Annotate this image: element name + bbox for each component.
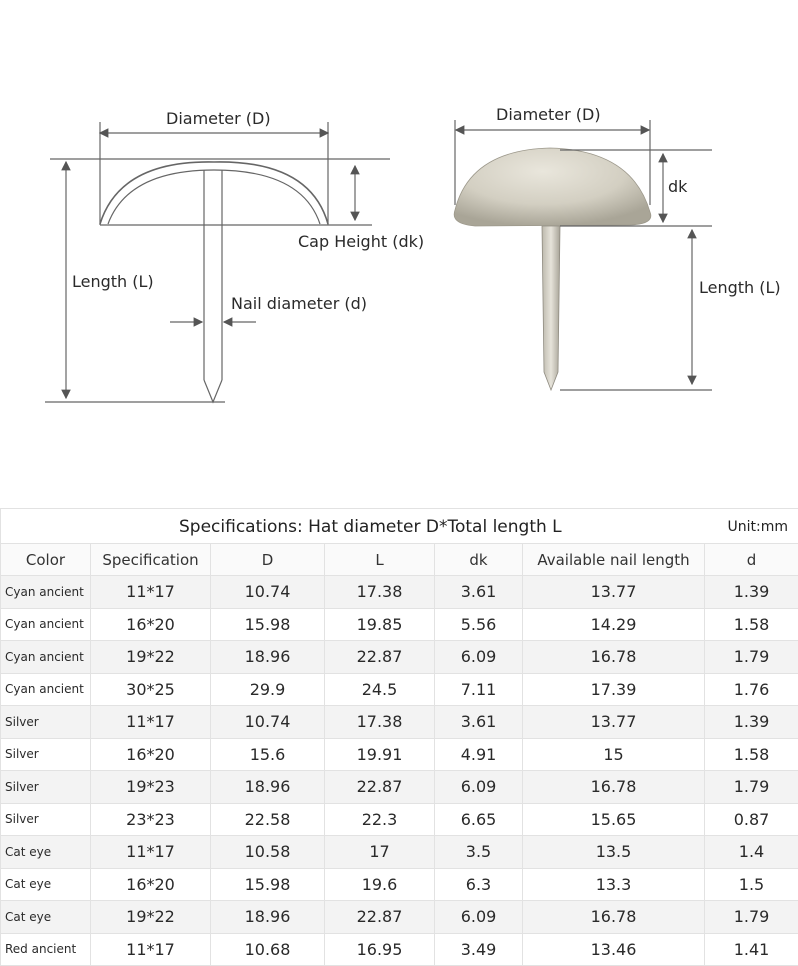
table-cell: 14.29: [523, 608, 705, 641]
table-cell: 17.38: [325, 706, 435, 739]
table-cell: 6.3: [435, 868, 523, 901]
table-cell: 13.3: [523, 868, 705, 901]
table-cell: 13.5: [523, 836, 705, 869]
left-diameter-label: Diameter (D): [166, 109, 271, 128]
table-cell: 17: [325, 836, 435, 869]
table-cell: 4.91: [435, 738, 523, 771]
table-body: [1, 576, 798, 966]
table-row: [1, 673, 798, 706]
table-cell: 19.85: [325, 608, 435, 641]
table-cell: 1.5: [705, 868, 798, 901]
table-cell: 11*17: [91, 836, 211, 869]
table-cell: 10.68: [211, 933, 325, 966]
table-cell: 11*17: [91, 933, 211, 966]
specification-table: [0, 508, 798, 966]
right-length-label: Length (L): [699, 278, 781, 297]
column-header: D: [211, 544, 325, 576]
table-cell: 15.98: [211, 868, 325, 901]
right-diameter-label: Diameter (D): [496, 105, 601, 124]
table-row: [1, 771, 798, 804]
unit-label: Unit:mm: [728, 519, 789, 535]
dk-label: dk: [668, 177, 688, 196]
color-cell: Cyan ancient: [1, 673, 91, 706]
table-cell: 3.49: [435, 933, 523, 966]
table-cell: 3.61: [435, 576, 523, 609]
table-cell: 22.58: [211, 803, 325, 836]
table-cell: 19.6: [325, 868, 435, 901]
table-cell: 15.65: [523, 803, 705, 836]
color-cell: Cat eye: [1, 868, 91, 901]
table-row: [1, 576, 798, 609]
column-header: Specification: [91, 544, 211, 576]
table-cell: 29.9: [211, 673, 325, 706]
table-cell: 19*23: [91, 771, 211, 804]
schematic-drawing: [45, 122, 390, 402]
table-cell: 16.78: [523, 901, 705, 934]
table-cell: 19.91: [325, 738, 435, 771]
table-cell: 13.46: [523, 933, 705, 966]
table-cell: 16.95: [325, 933, 435, 966]
table-cell: 15.6: [211, 738, 325, 771]
table-cell: 6.09: [435, 901, 523, 934]
color-cell: Cat eye: [1, 836, 91, 869]
table-row: [1, 608, 798, 641]
color-cell: Silver: [1, 771, 91, 804]
table-header-row: [1, 544, 798, 576]
table-cell: 1.58: [705, 738, 798, 771]
cap-height-label: Cap Height (dk): [298, 232, 424, 251]
color-cell: Cat eye: [1, 901, 91, 934]
table-cell: 22.87: [325, 901, 435, 934]
table-cell: 13.77: [523, 706, 705, 739]
left-length-label: Length (L): [72, 272, 154, 291]
table-cell: 7.11: [435, 673, 523, 706]
color-cell: Silver: [1, 803, 91, 836]
column-header: L: [325, 544, 435, 576]
table-cell: 19*22: [91, 641, 211, 674]
table-cell: 24.5: [325, 673, 435, 706]
table-cell: 1.58: [705, 608, 798, 641]
table-title: Specifications: Hat diameter D*Total length L: [179, 517, 562, 537]
table-cell: 16*20: [91, 738, 211, 771]
color-cell: Red ancient: [1, 933, 91, 966]
table-cell: 1.79: [705, 901, 798, 934]
table-cell: 16.78: [523, 641, 705, 674]
color-cell: Cyan ancient: [1, 576, 91, 609]
table-cell: 5.56: [435, 608, 523, 641]
table-cell: 13.77: [523, 576, 705, 609]
table-cell: 22.87: [325, 641, 435, 674]
table-cell: 18.96: [211, 901, 325, 934]
table-cell: 3.5: [435, 836, 523, 869]
table-cell: 10.74: [211, 706, 325, 739]
table-cell: 18.96: [211, 641, 325, 674]
color-cell: Silver: [1, 738, 91, 771]
table-cell: 1.41: [705, 933, 798, 966]
column-header: d: [705, 544, 798, 576]
table-cell: 1.79: [705, 771, 798, 804]
table-cell: 11*17: [91, 576, 211, 609]
table-cell: 10.74: [211, 576, 325, 609]
table-cell: 11*17: [91, 706, 211, 739]
table-cell: 0.87: [705, 803, 798, 836]
table-cell: 1.4: [705, 836, 798, 869]
table-cell: 6.09: [435, 641, 523, 674]
table-row: [1, 738, 798, 771]
table-row: [1, 803, 798, 836]
color-cell: Cyan ancient: [1, 608, 91, 641]
table-cell: 6.09: [435, 771, 523, 804]
color-cell: Silver: [1, 706, 91, 739]
table-cell: 15: [523, 738, 705, 771]
column-header: Color: [1, 544, 91, 576]
table-cell: 1.39: [705, 706, 798, 739]
table-cell: 30*25: [91, 673, 211, 706]
table-cell: 1.76: [705, 673, 798, 706]
table-cell: 18.96: [211, 771, 325, 804]
column-header: Available nail length: [523, 544, 705, 576]
table-cell: 16*20: [91, 608, 211, 641]
table-cell: 23*23: [91, 803, 211, 836]
table-row: [1, 641, 798, 674]
table-cell: 16*20: [91, 868, 211, 901]
table-cell: 6.65: [435, 803, 523, 836]
table-row: [1, 901, 798, 934]
table-cell: 22.87: [325, 771, 435, 804]
nail-diameter-label: Nail diameter (d): [231, 294, 367, 313]
table-cell: 15.98: [211, 608, 325, 641]
table-row: [1, 868, 798, 901]
table-cell: 17.39: [523, 673, 705, 706]
table-cell: 16.78: [523, 771, 705, 804]
table-cell: 1.79: [705, 641, 798, 674]
table-row: [1, 836, 798, 869]
table-row: [1, 706, 798, 739]
column-header: dk: [435, 544, 523, 576]
table-caption: [1, 509, 798, 544]
table-cell: 10.58: [211, 836, 325, 869]
table-cell: 1.39: [705, 576, 798, 609]
table-cell: 3.61: [435, 706, 523, 739]
table-cell: 22.3: [325, 803, 435, 836]
nail-illustration: [454, 148, 651, 390]
color-cell: Cyan ancient: [1, 641, 91, 674]
table-cell: 17.38: [325, 576, 435, 609]
table-cell: 19*22: [91, 901, 211, 934]
